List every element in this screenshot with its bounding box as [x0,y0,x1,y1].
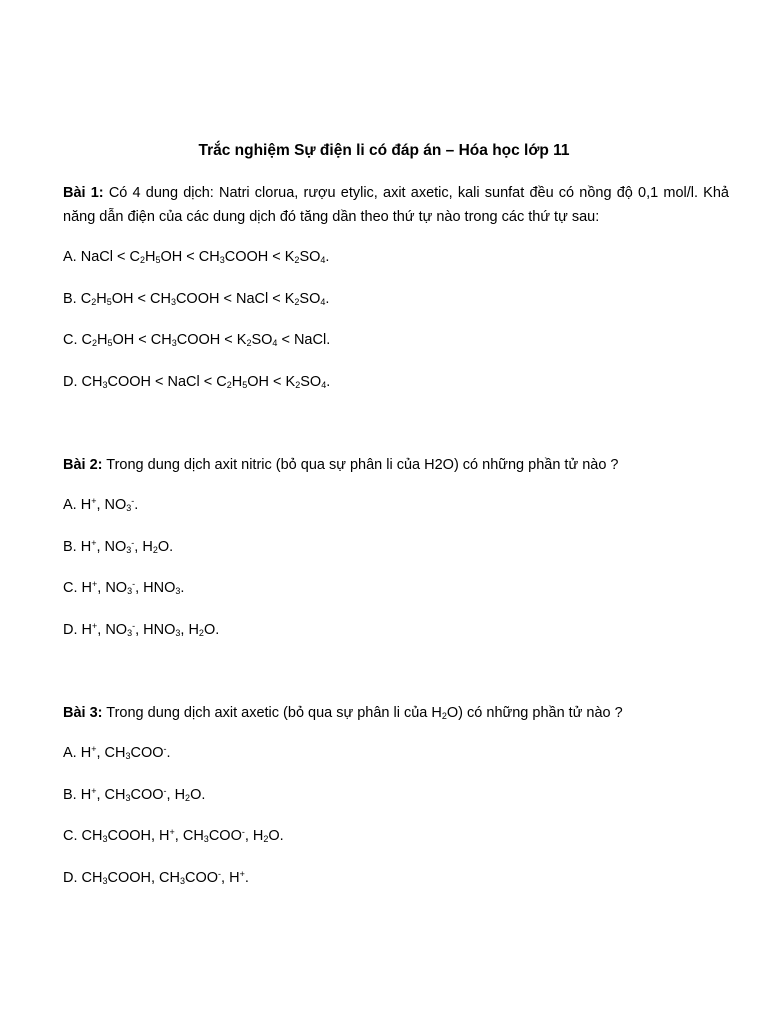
subscript: 2 [294,255,300,265]
subscript: 2 [226,380,232,390]
superscript: - [131,538,135,548]
answer-option: B. C2H5OH < CH3COOH < NaCl < K2SO4. [63,291,330,307]
subscript: 5 [107,338,113,348]
subscript: 2 [294,297,300,307]
subscript: 3 [125,793,131,803]
subscript: 3 [102,834,108,844]
superscript: - [218,869,222,879]
superscript: + [92,579,98,589]
subscript: 3 [126,503,132,513]
subscript: 3 [171,338,177,348]
subscript: 2 [263,834,269,844]
answer-option: C. H+, NO3-, HNO3. [63,579,185,596]
superscript: + [91,744,97,754]
subscript: 2 [185,793,191,803]
superscript: + [92,621,98,631]
question-label: Bài 3: [63,705,103,721]
subscript: 3 [126,545,132,555]
superscript: + [91,786,97,796]
answer-option: C. CH3COOH, H+, CH3COO-, H2O. [63,827,284,844]
subscript: 2 [441,711,447,721]
question-1 [63,181,729,229]
superscript: + [239,869,245,879]
subscript: 2 [139,255,145,265]
subscript: 3 [175,628,181,638]
answer-option: D. CH3COOH, CH3COO-, H+. [63,869,249,886]
subscript: 5 [155,255,161,265]
subscript: 2 [92,338,98,348]
question-label: Bài 2: [63,457,103,473]
superscript: + [91,496,97,506]
subscript: 2 [152,545,158,555]
answer-option: C. C2H5OH < CH3COOH < K2SO4 < NaCl. [63,332,331,348]
subscript: 2 [246,338,252,348]
subscript: 2 [198,628,204,638]
subscript: 3 [180,876,186,886]
answer-option: A. H+, NO3-. [63,496,139,513]
question-2 [63,453,729,477]
superscript: - [163,786,167,796]
page-title: Trắc nghiệm Sự điện li có đáp án – Hóa học lớp 11 [198,142,570,159]
subscript: 3 [219,255,225,265]
answer-option: A. NaCl < C2H5OH < CH3COOH < K2SO4. [63,249,330,265]
subscript: 2 [295,380,301,390]
subscript: 3 [127,586,133,596]
answer-option: B. H+, NO3-, H2O. [63,538,174,555]
superscript: - [132,621,136,631]
question-label: Bài 1: [63,185,104,201]
subscript: 3 [170,297,176,307]
subscript: 4 [272,338,278,348]
subscript: 3 [125,751,131,761]
subscript: 4 [321,380,327,390]
subscript: 4 [320,297,326,307]
answer-option: A. H+, CH3COO-. [63,744,171,761]
subscript: 3 [175,586,181,596]
answer-option: B. H+, CH3COO-, H2O. [63,786,206,803]
superscript: - [241,827,245,837]
superscript: - [131,496,135,506]
superscript: - [132,579,136,589]
question-text: Trong dung dịch axit axetic (bỏ qua sự phân li của H2O) có những phần tử nào ? [102,705,623,721]
subscript: 5 [242,380,248,390]
subscript: 3 [102,380,108,390]
question-text: Trong dung dịch axit nitric (bỏ qua sự phân li của H2O) có những phần tử nào ? [102,457,619,473]
subscript: 4 [320,255,326,265]
superscript: + [91,538,97,548]
superscript: - [163,744,167,754]
subscript: 3 [203,834,209,844]
question-3 [63,701,729,725]
question-text: Có 4 dung dịch: Natri clorua, rượu etylic, axit axetic, kali sunfat đều có nồng độ 0,1 mol/l. Khả năng dẫn điện của các dung dịch đó tăng dần theo thứ tự nào trong các thứ tự sau: [63,185,729,225]
subscript: 3 [102,876,108,886]
answer-option: D. H+, NO3-, HNO3, H2O. [63,621,220,638]
subscript: 5 [106,297,112,307]
superscript: + [169,827,175,837]
subscript: 2 [91,297,97,307]
subscript: 3 [127,628,133,638]
answer-option: D. CH3COOH < NaCl < C2H5OH < K2SO4. [63,374,331,390]
